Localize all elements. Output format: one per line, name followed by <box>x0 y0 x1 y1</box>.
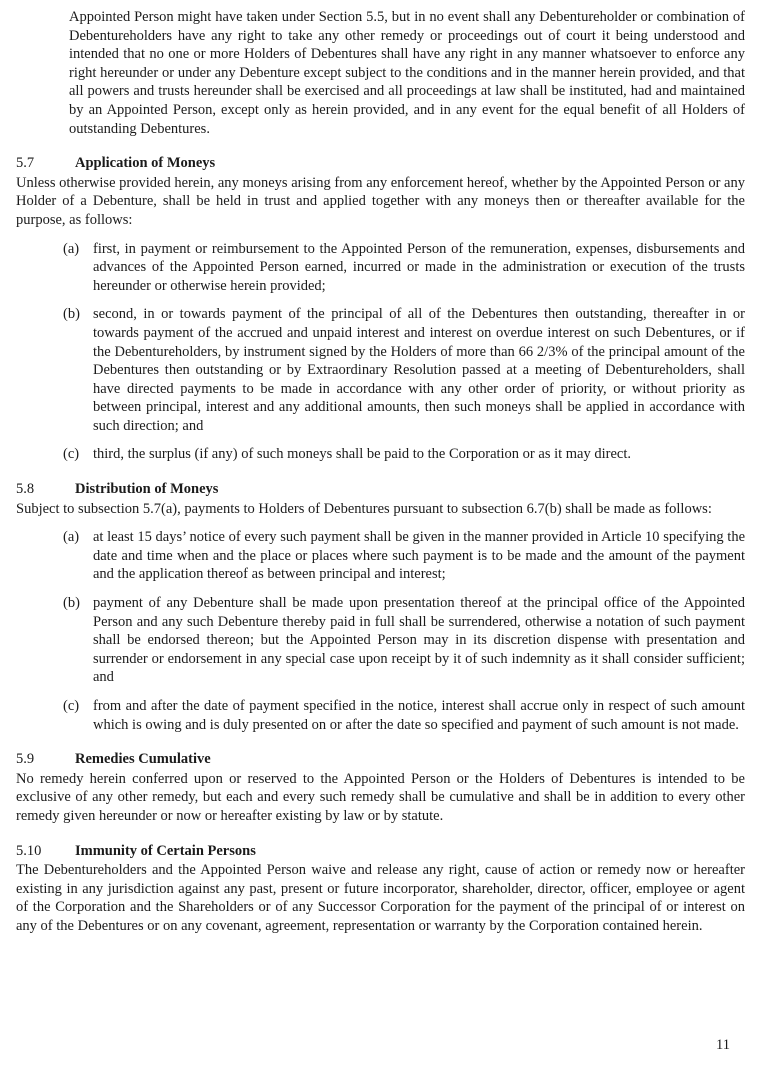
section-number: 5.9 <box>16 751 35 768</box>
section-5-8 <box>16 480 745 734</box>
section-5-9 <box>16 750 745 825</box>
section-body: Unless otherwise provided herein, any moneys arising from any enforcement hereof, whether by the Appointed Person or any Holder of a Debenture, shall be held in trust and applied together with any moneys then or thereafter available for the purpose, as follows: <box>16 174 745 228</box>
section-body: No remedy herein conferred upon or reserved to the Appointed Person or the Holders of Debentures is intended to be exclusive of any other remedy, but each and every such remedy shall be cumulative and shall be in addition to every other remedy given hereunder or now or hereafter existing by law or by statute. <box>16 770 745 824</box>
list-item <box>63 594 745 687</box>
section-heading <box>16 750 745 769</box>
list-item-label: (a) <box>63 529 80 546</box>
section-heading <box>16 842 745 861</box>
section-heading <box>16 154 745 173</box>
section-5-10 <box>16 842 745 936</box>
list-item <box>63 445 745 464</box>
section-number: 5.10 <box>16 842 42 859</box>
list-item-label: (a) <box>63 240 80 257</box>
section-title: Distribution of Moneys <box>75 481 219 498</box>
list-item-text: second, in or towards payment of the principal of all of the Debentures then outstanding, thereafter in or towards payment of the accrued and unpaid interest and interest on overdue interest on such Debentures, or if the Debentureholders, by instrument signed by the Holders of more than 66 2/3% of the principal amount of the Debentures then outstanding or by Extraordinary Resolution passed at a meeting of Debentureholders, shall have directed payments to be made in accordance with any other order of priority, or without priority as between principal, interest and any additional amounts, then such moneys shall be applied in accordance with such direction; and <box>93 306 745 434</box>
section-title: Application of Moneys <box>75 155 216 172</box>
list-item-text: third, the surplus (if any) of such moneys shall be paid to the Corporation or as it may direct. <box>93 446 631 463</box>
list-item-label: (b) <box>63 595 80 612</box>
list-item-label: (c) <box>63 446 80 463</box>
page-number: 11 <box>716 1037 730 1054</box>
list-item <box>63 305 745 435</box>
section-title: Remedies Cumulative <box>75 751 211 768</box>
list-item <box>63 697 745 734</box>
continuation-paragraph: Appointed Person might have taken under Section 5.5, but in no event shall any Debentureholder or combination of Debentureholders have any right to take any other remedy or proceedings out of court it being understood and intended that no one or more Holders of Debentures shall have any right in any manner whatsoever to enforce any right hereunder or under any Debenture except subject to the conditions and in the manner herein provided, and that all powers and trusts hereunder shall be exercised and all proceedings at law shall be instituted, had and maintained by an Appointed Person, except only as herein provided, and in any event for the equal benefit of all Holders of outstanding Debentures. <box>69 9 745 137</box>
list-item-label: (c) <box>63 698 80 714</box>
list-item <box>63 528 745 584</box>
section-body: Subject to subsection 5.7(a), payments to Holders of Debentures pursuant to subsection 6.7(b) shall be made as follows: <box>16 500 712 517</box>
list-item-label: (b) <box>63 306 80 323</box>
section-body: The Debentureholders and the Appointed Person waive and release any right, cause of action or remedy now or hereafter existing in any jurisdiction against any past, present or future incorporator, shareholder, director, officer, employee or agent of the Corporation and the Shareholders or of any Successor Corporation for the payment of the principal of or interest on any of the Debentures or on any covenant, agreement, representation or warranty by the Corporation contained herein. <box>16 862 745 934</box>
section-heading <box>16 480 745 499</box>
section-title: Immunity of Certain Persons <box>75 842 256 859</box>
section-5-7 <box>16 154 745 464</box>
list-item <box>63 240 745 296</box>
list-item-text: payment of any Debenture shall be made upon presentation thereof at the principal office of the Appointed Person and any such Debenture thereby paid in full shall be surrendered, otherwise a notation of such payment shall be endorsed thereon; but the Appointed Person may in its discretion dispense with presentation and surrender or endorsement in any special case upon receipt by it of such indemnity as it shall consider sufficient; and <box>93 595 745 686</box>
list-item-text: at least 15 days’ notice of every such payment shall be given in the manner provided in Article 10 specifying the date and time when and the place or places where such payment is to be made and the amount of the payment and the application thereof as between principal and interest; <box>93 529 745 583</box>
section-number: 5.7 <box>16 155 35 172</box>
list-item-text: first, in payment or reimbursement to the Appointed Person of the remuneration, expenses, disbursements and advances of the Appointed Person earned, incurred or made in the administration or execution of the trusts hereunder or otherwise herein provided; <box>93 240 745 294</box>
section-number: 5.8 <box>16 481 35 498</box>
list-item-text: from and after the date of payment specified in the notice, interest shall accrue only in respect of such amount which is owing and is duly presented on or after the date so specified and payment of such amount is not made. <box>93 698 745 733</box>
